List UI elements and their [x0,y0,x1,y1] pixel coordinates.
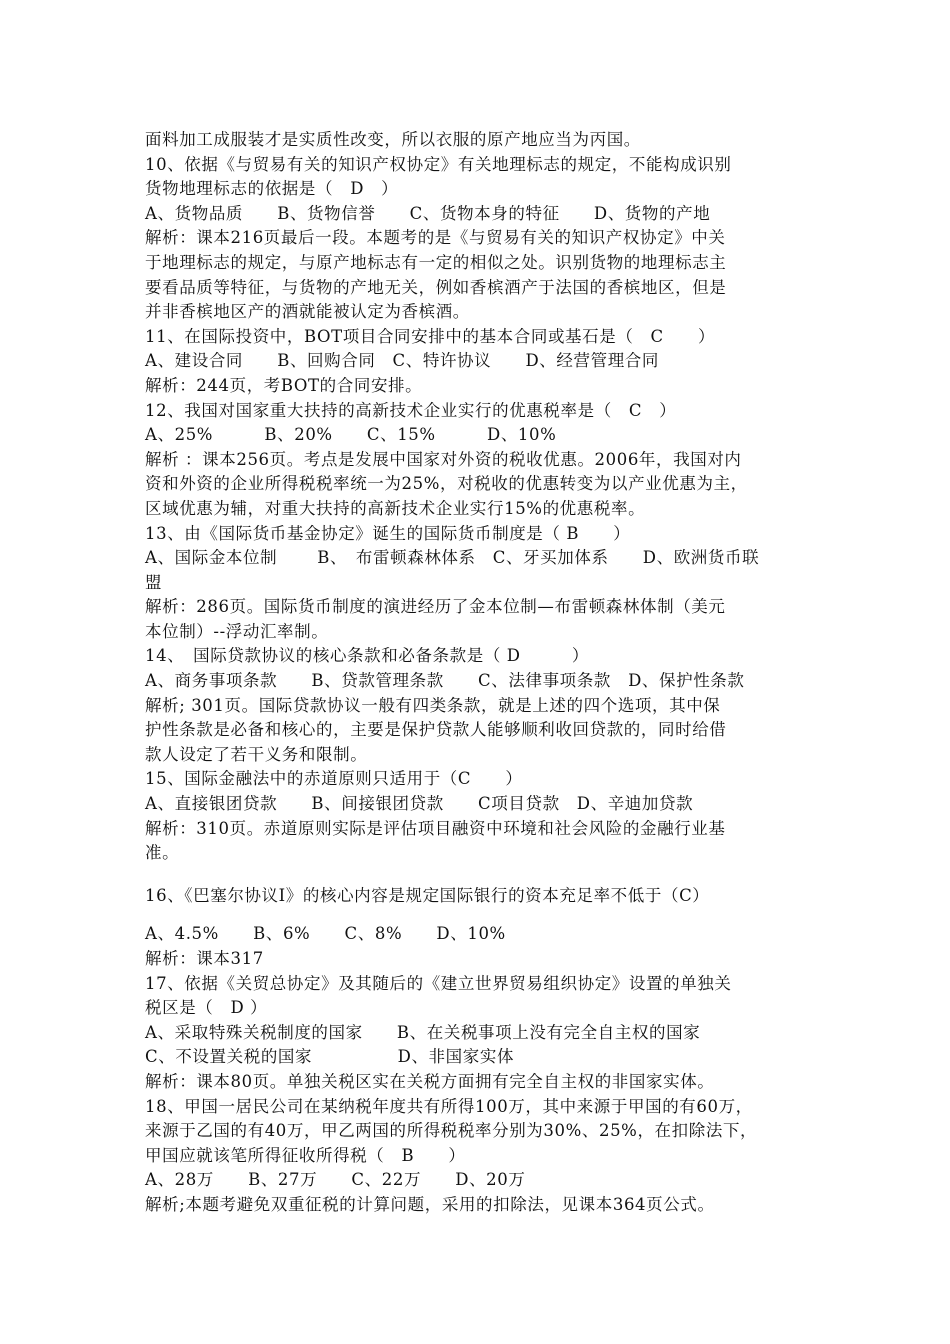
question-18-stem: 甲国应就该笔所得征收所得税（ B ） [145,1145,466,1165]
question-17-options: A、采取特殊关税制度的国家 B、在关税事项上没有完全自主权的国家 [145,1022,701,1042]
question-12-options: A、25% B、20% C、15% D、10% [145,425,557,445]
question-12-analysis: 资和外资的企业所得税税率统一为25%，对税收的优惠转变为以产业优惠为主， [145,474,748,494]
question-17-options: C、不设置关税的国家 D、非国家实体 [145,1047,515,1067]
question-14-analysis: 解析; 301页。国际贷款协议一般有四类条款，就是上述的四个选项，其中保 [145,695,721,715]
text-line: 面料加工成服装才是实质性改变，所以衣服的原产地应当为丙国。 [145,130,641,149]
question-14-analysis: 款人设定了若干义务和限制。 [145,744,368,764]
question-14-options: A、商务事项条款 B、贷款管理条款 C、法律事项条款 D、保护性条款 [145,671,745,691]
question-10-analysis: 于地理标志的规定，与原产地标志有一定的相似之处。识别货物的地理标志主 [145,252,727,272]
question-13-stem: 13、由《国际货币基金协定》诞生的国际货币制度是（ B ） [145,523,631,543]
document-body [145,128,830,1218]
question-17-analysis: 解析：课本80页。单独关税区实在关税方面拥有完全自主权的非国家实体。 [145,1071,715,1091]
blank-spacer [145,866,830,884]
question-18-stem: 18、甲国一居民公司在某纳税年度共有所得100万，其中来源于甲国的有60万， [145,1096,753,1116]
question-18-options: A、28万 B、27万 C、22万 D、20万 [145,1170,526,1190]
question-10-options: A、货物品质 B、货物信誉 C、货物本身的特征 D、货物的产地 [145,203,711,223]
question-13-options: A、国际金本位制 B、 布雷顿森林体系 C、牙买加体系 D、欧洲货币联 [145,548,760,568]
question-13-options: 盟 [145,572,163,592]
question-18-analysis: 解析;本题考避免双重征税的计算问题，采用的扣除法，见课本364页公式。 [145,1194,715,1214]
question-10-analysis: 要看品质等特征，与货物的产地无关，例如香槟酒产于法国的香槟地区，但是 [145,277,727,297]
question-15-stem: 15、国际金融法中的赤道原则只适用于（C ） [145,769,523,789]
question-13-analysis: 本位制）--浮动汇率制。 [145,621,329,641]
question-14-analysis: 护性条款是必备和核心的，主要是保护贷款人能够顺利收回贷款的，同时给借 [145,720,727,740]
question-12-stem: 12、我国对国家重大扶持的高新技术企业实行的优惠税率是（ C ） [145,400,677,420]
question-16-options: A、4.5% B、6% C、8% D、10% [145,924,506,944]
question-16-stem: 16、《巴塞尔协议Ⅰ》的核心内容是规定国际银行的资本充足率不低于（C） [145,885,710,905]
question-15-options: A、直接银团贷款 B、间接银团贷款 C项目贷款 D、辛迪加贷款 [145,794,694,814]
blank-spacer [145,908,830,922]
question-10-stem: 货物地理标志的依据是（ D ） [145,179,399,199]
question-10-analysis: 解析：课本216页最后一段。本题考的是《与贸易有关的知识产权协定》中关 [145,228,726,248]
question-11-stem: 11、在国际投资中，BOT项目合同安排中的基本合同或基石是（ C ） [145,326,716,346]
question-18-stem: 来源于乙国的有40万，甲乙两国的所得税税率分别为30%、25%，在扣除法下， [145,1121,758,1141]
question-15-analysis: 解析：310页。赤道原则实际是评估项目融资中环境和社会风险的金融行业基 [145,818,726,838]
question-11-options: A、建设合同 B、回购合同 C、特许协议 D、经营管理合同 [145,351,659,371]
question-10-stem: 10、依据《与贸易有关的知识产权协定》有关地理标志的规定，不能构成识别 [145,154,732,174]
question-10-analysis: 并非香槟地区产的酒就能被认定为香槟酒。 [145,302,470,322]
question-11-analysis: 解析：244页，考BOT的合同安排。 [145,375,423,395]
question-12-analysis: 区域优惠为辅，对重大扶持的高新技术企业实行15%的优惠税率。 [145,498,646,518]
question-13-analysis: 解析：286页。国际货币制度的演进经历了金本位制—布雷顿森林体制（美元 [145,597,726,617]
question-17-stem: 税区是（ D ） [145,998,268,1018]
question-17-stem: 17、依据《关贸总协定》及其随后的《建立世界贸易组织协定》设置的单独关 [145,973,732,993]
question-12-analysis: 解析 ：课本256页。考点是发展中国家对外资的税收优惠。2006年，我国对内 [145,449,742,469]
question-14-stem: 14、 国际贷款协议的核心条款和必备条款是（ D ） [145,646,590,666]
question-15-analysis: 准。 [145,843,180,863]
question-16-analysis: 解析：课本317 [145,949,264,968]
